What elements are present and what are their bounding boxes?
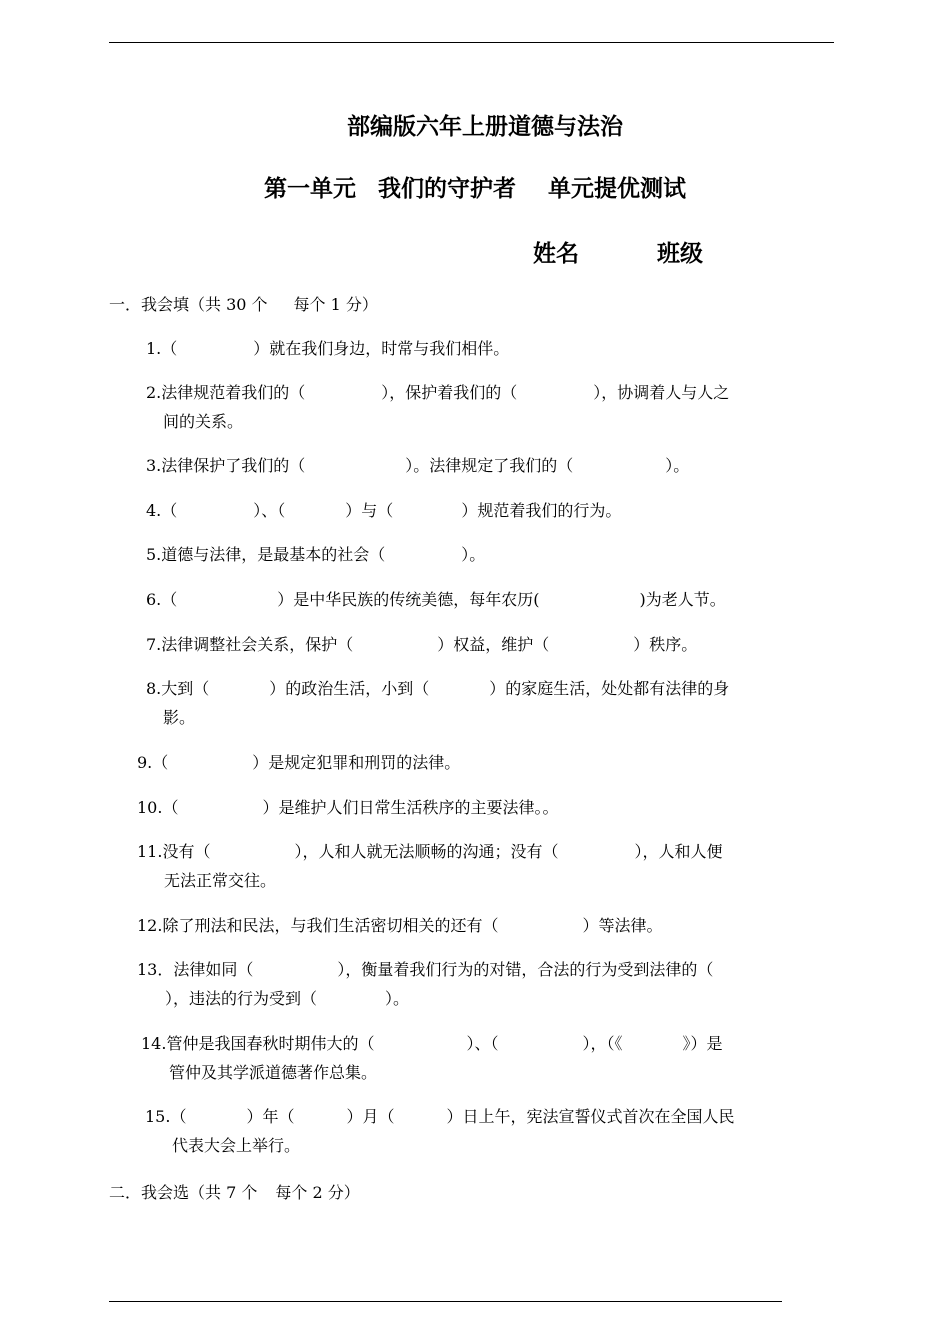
question-3: 3.法律保护了我们的（ ）。法律规定了我们的（ ）。	[146, 456, 690, 475]
question-12: 12.除了刑法和民法，与我们生活密切相关的还有（ ）等法律。	[137, 916, 663, 935]
unit-topic: 我们的守护者	[378, 176, 516, 202]
footer-rule	[109, 1301, 782, 1302]
question-1: 1.（ ）就在我们身边，时常与我们相伴。	[146, 339, 510, 358]
unit-label: 第一单元	[264, 176, 356, 202]
header-rule	[109, 42, 834, 43]
question-9: 9.（ ）是规定犯罪和刑罚的法律。	[137, 753, 461, 772]
name-label: 姓名	[533, 241, 579, 267]
page-subtitle	[0, 170, 950, 203]
question-14: 14.管仲是我国春秋时期伟大的（ ）、（ ），（《 》）是 管仲及其学派道德著作总集。	[141, 1034, 723, 1082]
page-title: 部编版六年上册道德与法治	[347, 114, 623, 140]
question-10: 10.（ ）是维护人们日常生活秩序的主要法律。。	[137, 798, 559, 817]
question-11: 11.没有（ ），人和人就无法顺畅的沟通；没有（ ），人和人便 无法正常交往。	[137, 842, 723, 890]
class-label: 班级	[657, 241, 703, 267]
question-7: 7.法律调整社会关系，保护（ ）权益，维护（ ）秩序。	[146, 635, 698, 654]
question-13: 13．法律如同（ ），衡量着我们行为的对错，合法的行为受到法律的（ ），违法的行为受到（ ）。	[137, 960, 714, 1008]
question-15: 15.（ ）年（ ）月（ ）日上午，宪法宣誓仪式首次在全国人民 代表大会上举行。	[145, 1107, 735, 1155]
question-6: 6.（ ）是中华民族的传统美德，每年农历( )为老人节。	[146, 590, 726, 609]
question-8: 8.大到（ ）的政治生活，小到（ ）的家庭生活，处处都有法律的身 影。	[146, 679, 730, 727]
section-2-heading: 二．我会选（共 7 个 每个 2 分）	[109, 1183, 360, 1202]
question-5: 5.道德与法律，是最基本的社会（ ）。	[146, 545, 486, 564]
name-class-row	[533, 235, 703, 268]
section-1-heading: 一．我会填（共 30 个 每个 1 分）	[109, 295, 378, 314]
question-4: 4.（ ）、（ ）与（ ）规范着我们的行为。	[146, 501, 622, 520]
question-2: 2.法律规范着我们的（ ），保护着我们的（ ），协调着人与人之 间的关系。	[146, 383, 730, 431]
test-label: 单元提优测试	[548, 176, 686, 202]
